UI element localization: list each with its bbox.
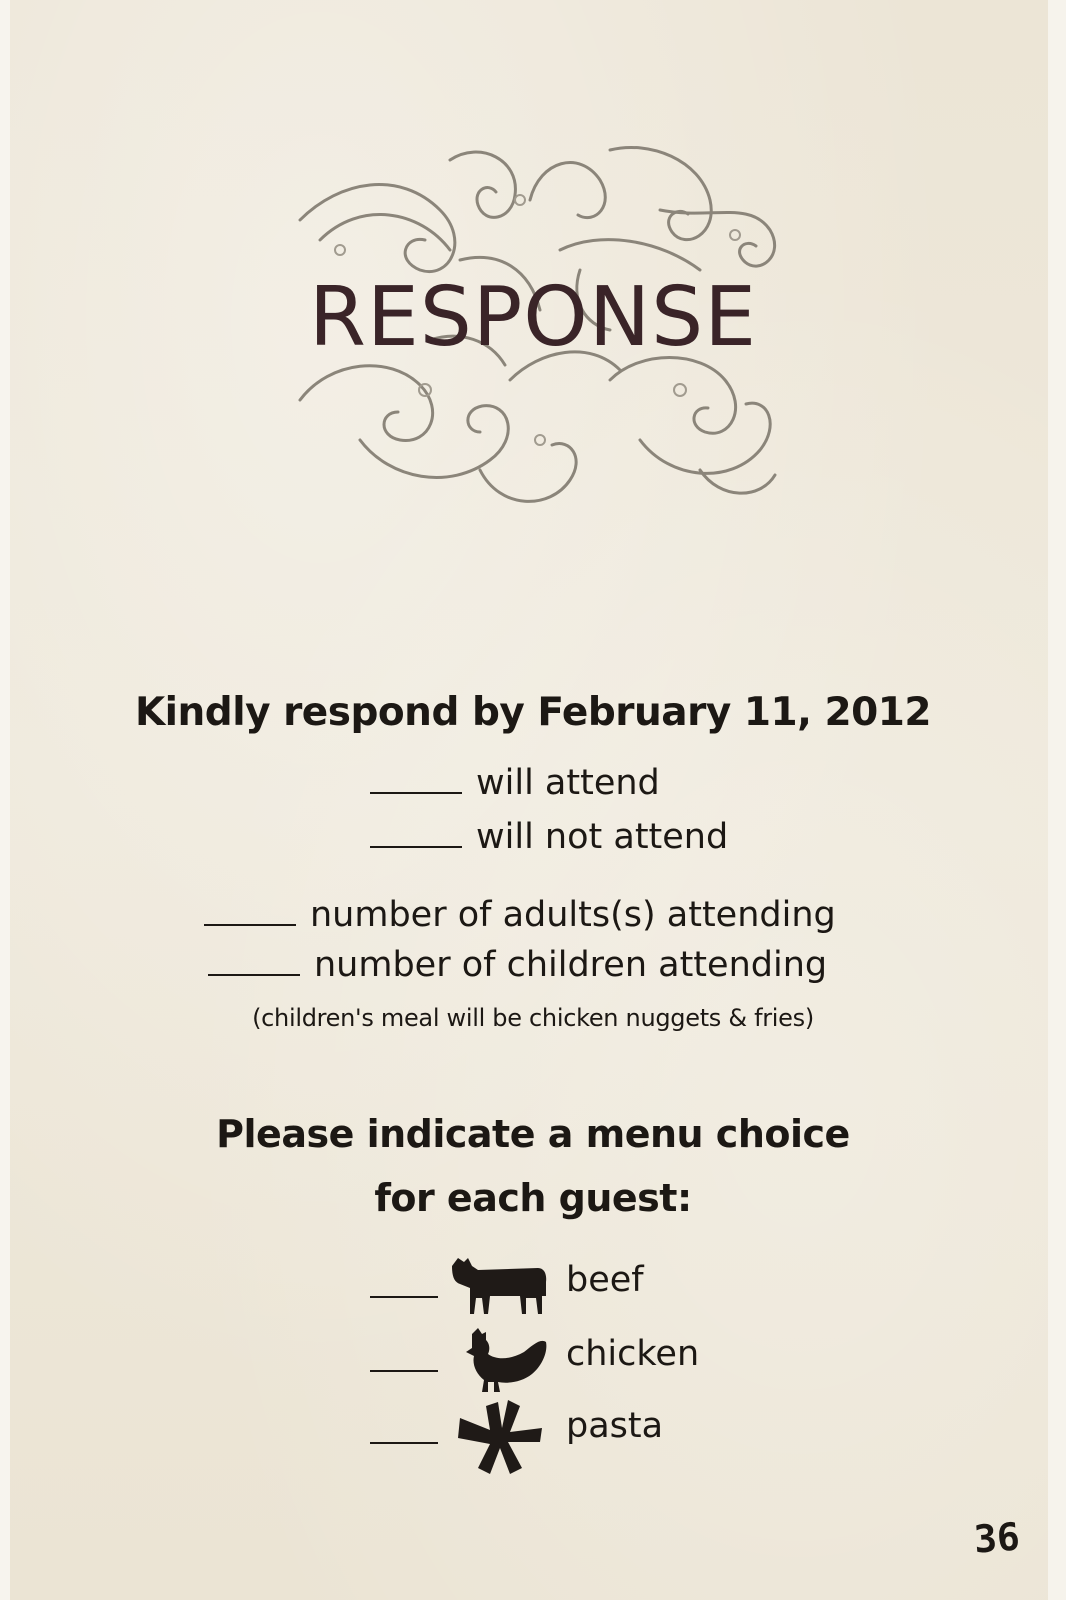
cow-icon bbox=[450, 1252, 550, 1318]
adults-count-line bbox=[204, 894, 836, 935]
paper-edge-right bbox=[1048, 0, 1066, 1600]
menu-heading bbox=[0, 1102, 1066, 1230]
menu-blank-beef[interactable] bbox=[370, 1296, 438, 1298]
paper-edge-left bbox=[0, 0, 10, 1600]
adults-count-blank[interactable] bbox=[204, 894, 296, 926]
will-attend-blank[interactable] bbox=[370, 762, 462, 794]
children-count-label: number of children attending bbox=[314, 945, 828, 985]
menu-blank-chicken[interactable] bbox=[370, 1370, 438, 1372]
menu-label-beef: beef bbox=[566, 1260, 644, 1300]
menu-label-chicken: chicken bbox=[566, 1334, 700, 1374]
will-not-attend-line bbox=[370, 816, 728, 857]
pasta-icon bbox=[450, 1398, 550, 1478]
chicken-icon bbox=[450, 1326, 550, 1396]
will-not-attend-blank[interactable] bbox=[370, 816, 462, 848]
menu-heading-line2: for each guest: bbox=[374, 1176, 692, 1220]
will-attend-label: will attend bbox=[476, 763, 660, 803]
rsvp-deadline: Kindly respond by February 11, 2012 bbox=[134, 690, 932, 735]
page-number: 36 bbox=[972, 1514, 1022, 1562]
menu-blank-pasta[interactable] bbox=[370, 1442, 438, 1444]
children-count-blank[interactable] bbox=[208, 944, 300, 976]
menu-label-pasta: pasta bbox=[566, 1406, 664, 1446]
children-count-line bbox=[208, 944, 827, 985]
children-meal-note: (children's meal will be chicken nuggets & fries) bbox=[252, 1004, 814, 1032]
will-not-attend-label: will not attend bbox=[476, 817, 729, 857]
menu-heading-line1: Please indicate a menu choice bbox=[216, 1112, 850, 1156]
adults-count-label: number of adults(s) attending bbox=[310, 895, 836, 935]
card-title: RESPONSE bbox=[308, 270, 758, 365]
will-attend-line bbox=[370, 762, 660, 803]
